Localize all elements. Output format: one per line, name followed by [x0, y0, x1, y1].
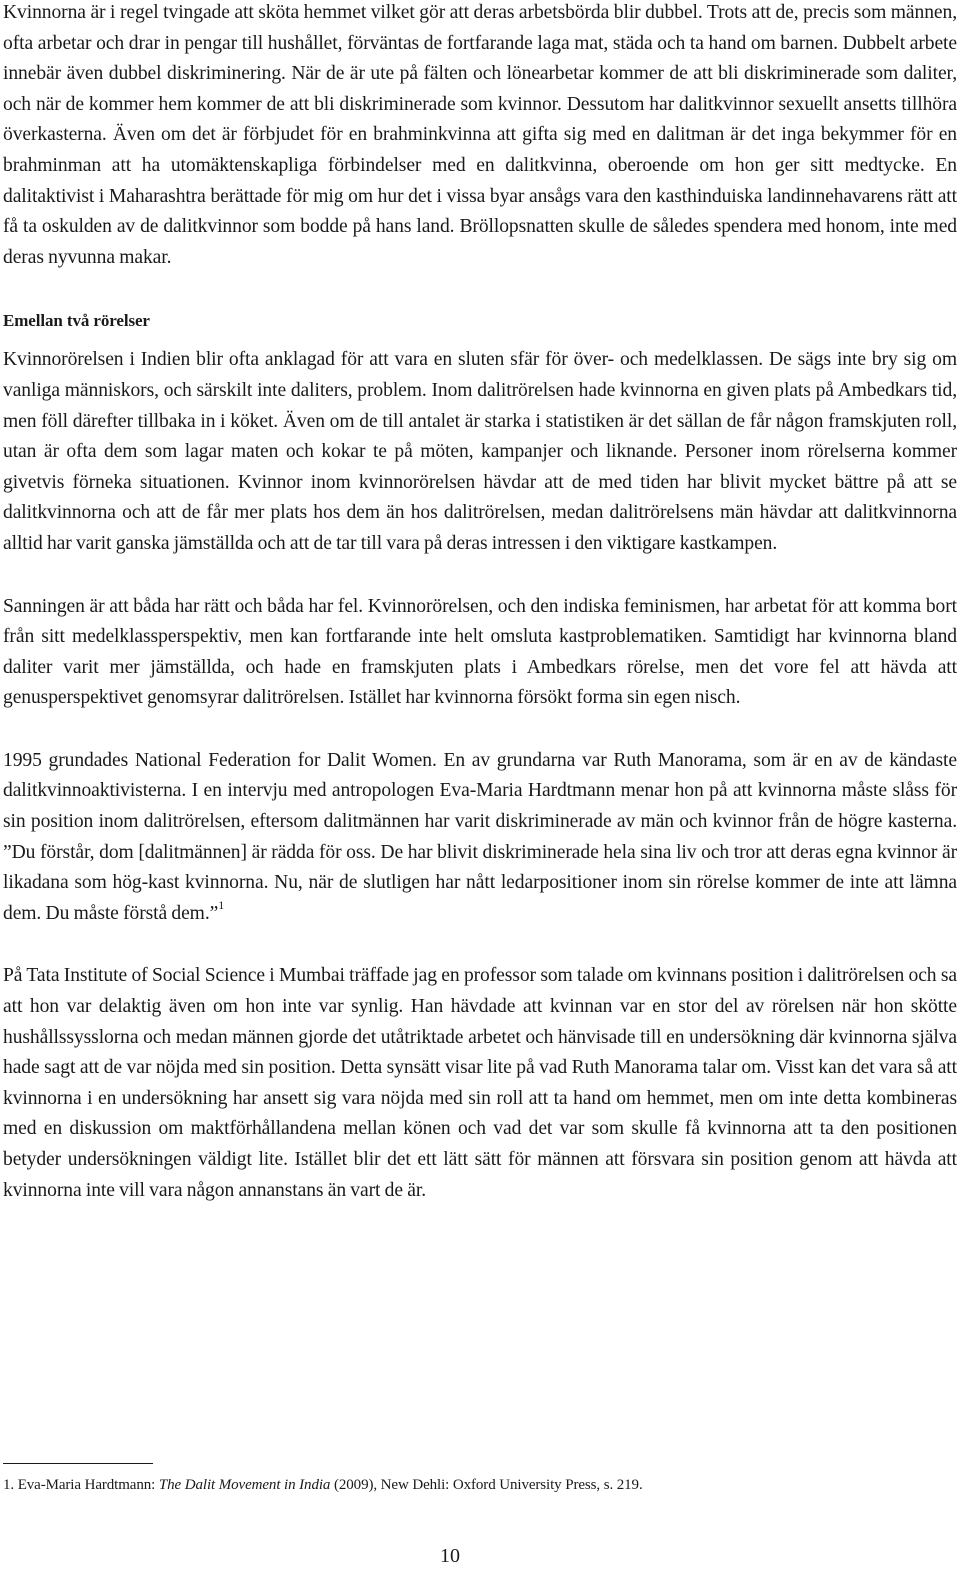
paragraph-double-discrimination: Kvinnorna är i regel tvingade att sköta hemmet vilket gör att deras arbetsbörda blir dubbel. Trots att de, precis som männen, ofta arbetar och drar in pengar till hushållet, förväntas de fortfarande laga mat, städa och ta hand om barnen. Dubbelt arbete innebär även dubbel diskriminering. När de är ute på fälten och lönearbetar kommer de att bli diskriminerade som daliter, och när de kommer hem kommer de att bli diskriminerade som kvinnor. Dessutom har dalitkvinnor sexuellt ansetts tillhöra överkasterna. Även om det är förbjudet för en brahminkvinna att gifta sig med en dalitman är det inga bekymmer för en brahminman att ha utomäktenskapliga förbindelser med en dalitkvinna, oberoende om hon ger sitt medtycke. En dalitaktivist i Maharashtra berättade för mig om hur det i vissa byar ansågs vara den kasthinduiska landinnehavarens rätt att få ta oskulden av de dalitkvinnor som bodde på hans land. Bröllopsnatten skulle de således spendera med honom, inte med deras nyvunna makar. [3, 2, 957, 268]
footnote-lead: 1. Eva-Maria Hardtmann: [3, 1477, 159, 1493]
footnote [3, 1475, 953, 1495]
paragraph-tata-institute: På Tata Institute of Social Science i Mumbai träffade jag en professor som talade om kvinnans position i dalitrörelsen och sa att hon var delaktig även om hon inte var synlig. Han hävdade att kvinnan var en stor del av rörelsen när hon skötte hushållssysslorna och medan männen gjorde det utåtriktade arbetet och hänvisade till en undersökning där kvinnorna själva hade sagt att de var nöjda med sin position. Detta synsätt visar lite på vad Ruth Manorama talar om. Visst kan det vara så att kvinnorna i en undersökning har ansett sig vara nöjda med sin roll att ta hand om hemmet, men om inte detta kombineras med en diskussion om maktförhållandena mellan könen och vad det var som skulle få kvinnorna att ta den positionen betyder undersökningen väldigt lite. Istället blir det ett lätt sätt för männen att försvara sin position genom att hävda att kvinnorna inte vill vara någon annanstans än vart de är. [3, 965, 957, 1201]
footnote-divider [3, 1463, 153, 1464]
paragraph-national-federation [3, 746, 957, 930]
paragraph-women-movement: Kvinnorörelsen i Indien blir ofta anklagad för att vara en sluten sfär för över- och medelklassen. De sägs inte bry sig om vanliga människors, och särskilt inte daliters, problem. Inom dalitrörelsen hade kvinnorna en given plats på Ambedkars tid, men föll därefter tillbaka in i köket. Även om de till antalet är starka i statistiken är det sällan de får någon framskjuten roll, utan är ofta dem som lagar maten och kokar te på möten, kampanjer och liknande. Personer inom rörelserna kommer givetvis förneka situationen. Kvinnor inom kvinnorörelsen hävdar att de med tiden har blivit mycket bättre på att se dalitkvinnorna och att de får mer plats hos dem än hos dalitrörelsen, medan dalitrörelsens män hävdar att dalitkvinnorna alltid har varit ganska jämställda och att de tar till vara på deras intressen i den viktigare kastkampen. [3, 349, 957, 554]
page-number: 10 [440, 1545, 460, 1567]
paragraph-national-federation-text: 1995 grundades National Federation for Dalit Women. En av grundarna var Ruth Manorama, som är en av de kändaste dalitkvinnoaktivisterna. I en intervju med antropologen Eva-Maria Hardtmann menar hon på att kvinnorna måste slåss för sin position inom dalitrörelsen, eftersom dalitmännen har varit diskriminerade av män och kvinnor från de högre kasterna. ”Du förstår, dom [dalitmännen] är rädda för oss. De har blivit diskriminerade hela sina liv och tror att deras egna kvinnor är likadana som hög-kast kvinnorna. Nu, när de slutligen har nått ledarpositioner inom sin rörelse kommer de inte att lämna dem. Du måste förstå dem.” [3, 749, 957, 924]
document-page [3, 0, 957, 1206]
footnote-book-title: The Dalit Movement in India [158, 1477, 331, 1493]
footnote-tail: (2009), New Dehli: Oxford University Press, s. 219. [330, 1477, 643, 1493]
paragraph-truth: Sanningen är att båda har rätt och båda har fel. Kvinnorörelsen, och den indiska feminismen, har arbetat för att komma bort från sitt medelklassperspektiv, men kan fortfarande inte helt omsluta kastproblematiken. Samtidigt har kvinnorna bland daliter varit mer jämställda, och hade en framskjuten plats i Ambedkars rörelse, men det vore fel att hävda att genusperspektivet genomsyrar dalitrörelsen. Istället har kvinnorna försökt forma sin egen nisch. [3, 595, 957, 709]
footnote-reference[interactable]: 1 [218, 898, 225, 913]
section-heading: Emellan två rörelser [3, 311, 150, 331]
